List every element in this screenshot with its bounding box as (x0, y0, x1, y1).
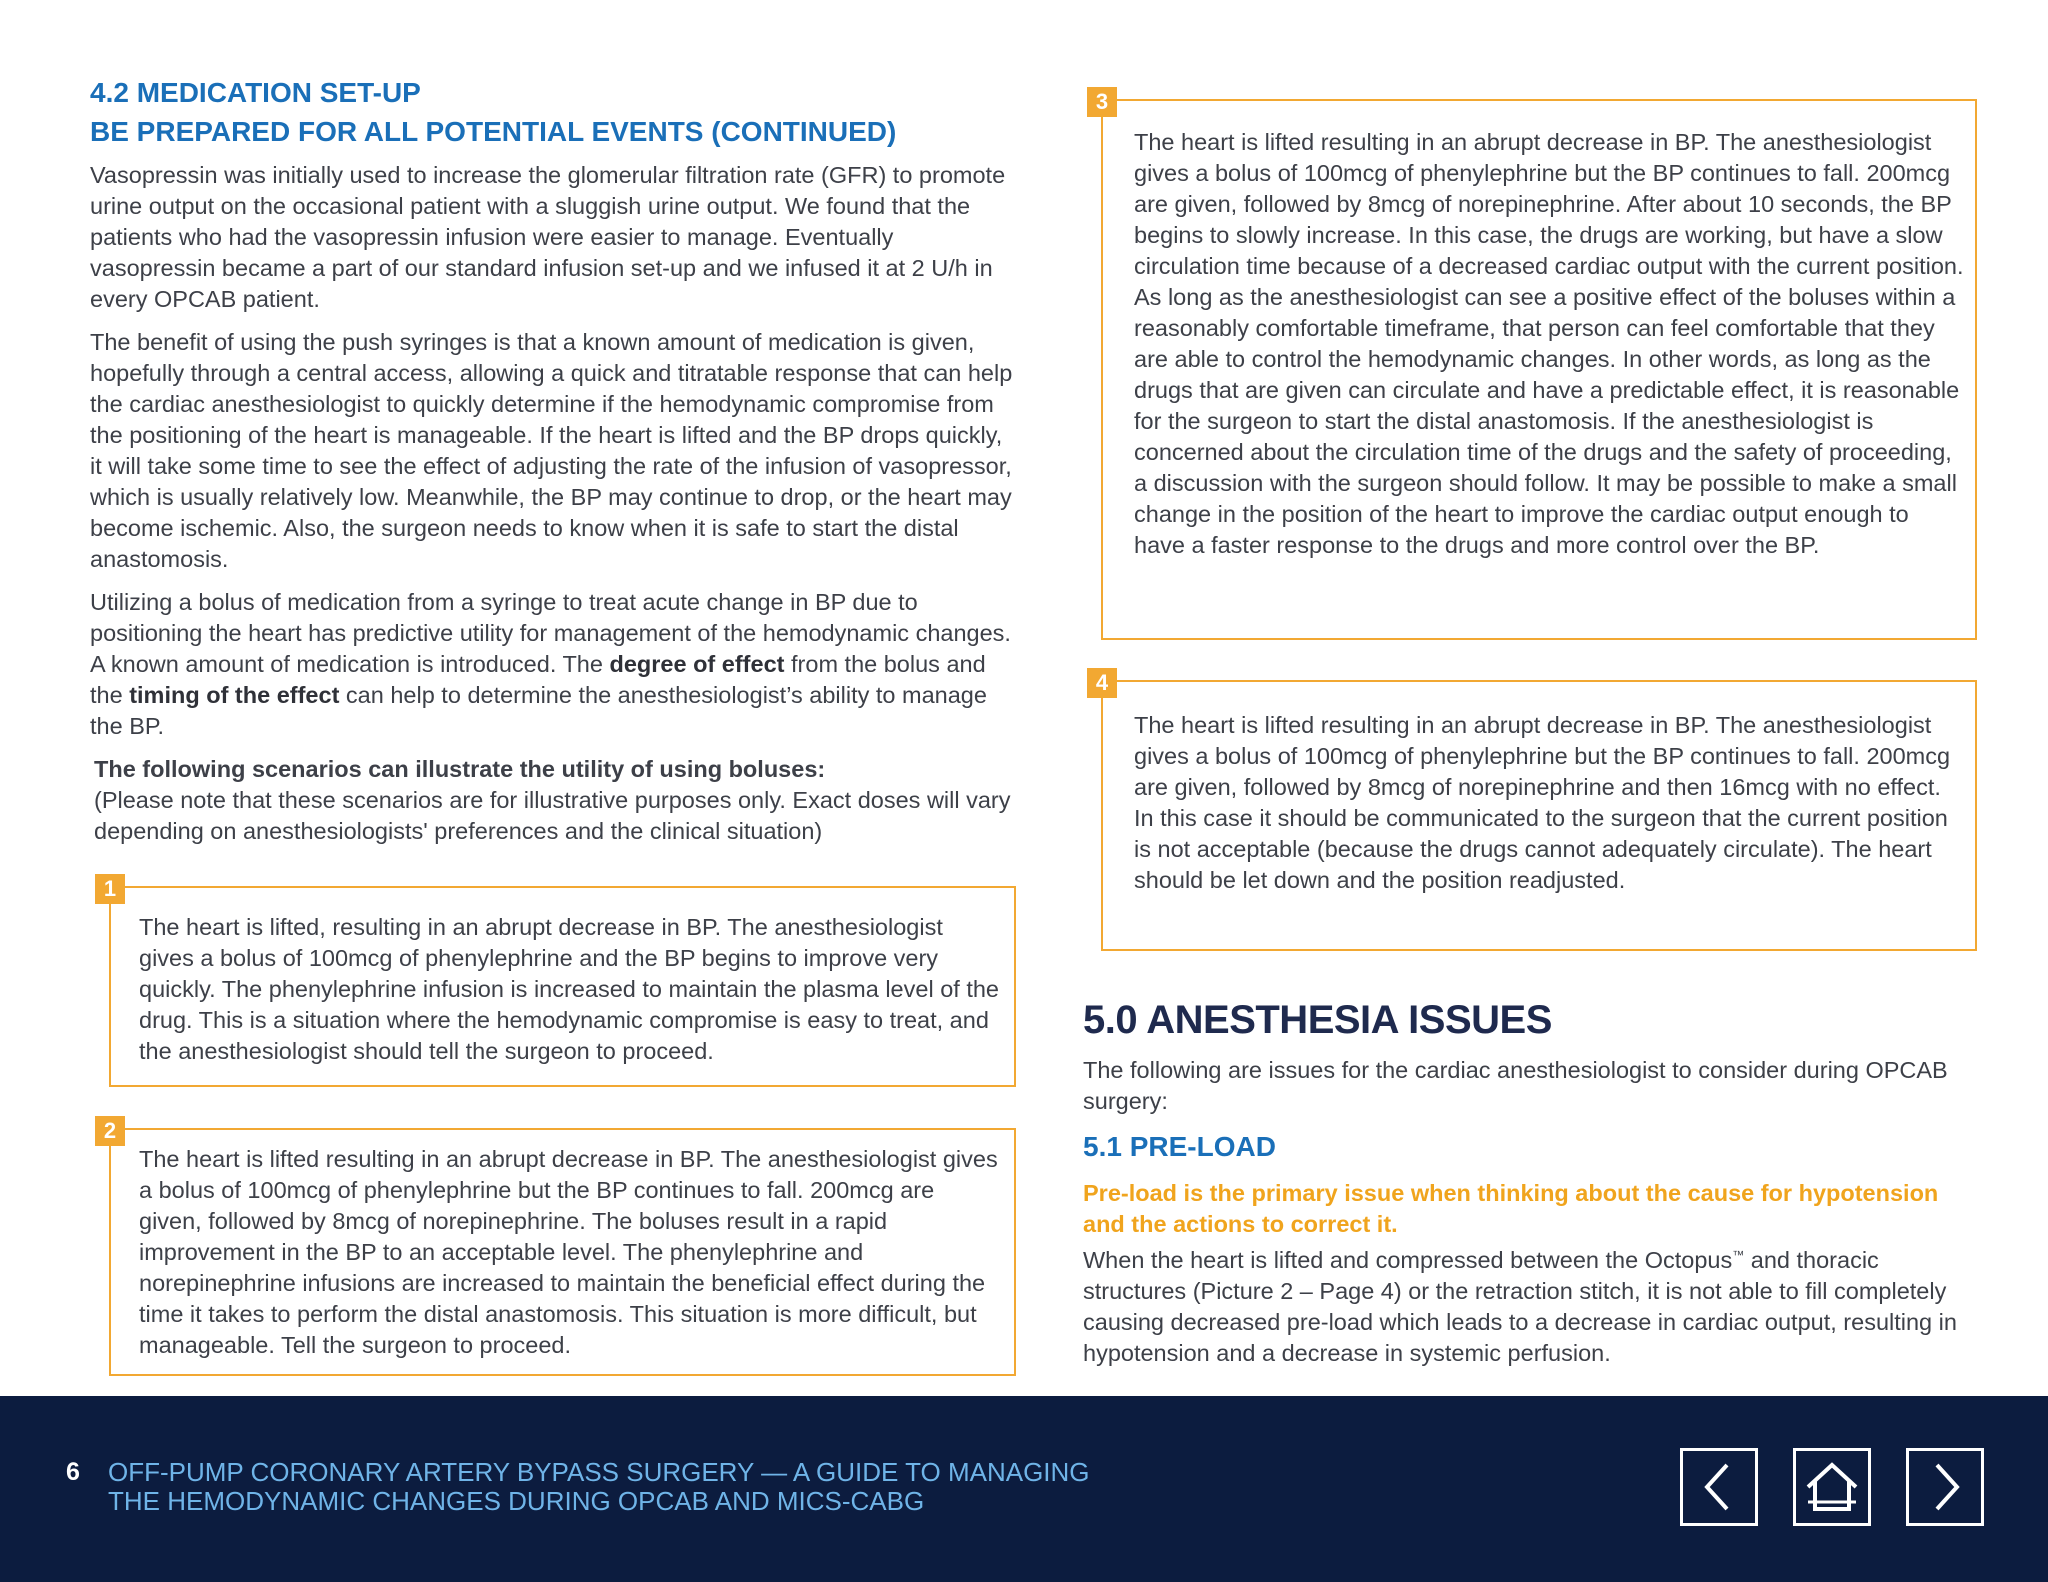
paragraph-push-syringes: The benefit of using the push syringes is that a known amount of medication is given, hopefully through a central access, allowing a quick and titratable response that can help the cardiac anesthesiologist to quickly determine if the hemodynamic compromise from the positioning of the heart is manageable. If the heart is lifted and the BP drops quickly, it will take some time to see the effect of adjusting the rate of the infusion of vasopressor, which is usually relatively low. Meanwhile, the BP may continue to drop, or the heart may become ischemic. Also, the surgeon needs to know when it is safe to start the distal anastomosis. (90, 329, 1013, 572)
bold-degree-of-effect: degree of effect (609, 651, 785, 677)
scenarios-note: (Please note that these scenarios are for illustrative purposes only. Exact doses will vary depending on anesthesiologists' preferences and the clinical situation) (94, 787, 1011, 844)
scenario-text: The heart is lifted, resulting in an abrupt decrease in BP. The anesthesiologist gives a bolus of 100mcg of phenylephrine and the BP begins to improve very quickly. The phenylephrine infusion is increased to maintain the plasma level of the drug. This is a situation where the hemodynamic compromise is easy to treat, and the anesthesiologist should tell the surgeon to proceed. (139, 914, 999, 1064)
chevron-right-icon (1909, 1451, 1981, 1523)
paragraph-vasopressin: Vasopressin was initially used to increase the glomerular filtration rate (GFR) to promote urine output on the occasional patient with a sluggish urine output. We found that the patients who had the vasopressin infusion were easier to manage. Eventually vasopressin became a part of our standard infusion set-up and we infused it at 2 U/h in every OPCAB patient. (90, 162, 1006, 312)
footer-bar (0, 1396, 2048, 1582)
scenario-box-2 (103, 1118, 1016, 1376)
left-column (90, 74, 1020, 847)
next-page-button[interactable] (1906, 1448, 1984, 1526)
paragraph-text: and thoracic structures (Picture 2 – Page 4) or the retraction stitch, it is not able to fill completely causing decreased pre-load which leads to a decrease in cardiac output, resulting in hypotension and a decrease in systemic perfusion. (1083, 1246, 1957, 1366)
chevron-left-icon (1683, 1451, 1755, 1523)
trademark-symbol: ™ (1732, 1248, 1745, 1262)
footer-title (108, 1458, 1208, 1516)
anesthesia-issues-intro: The following are issues for the cardiac anesthesiologist to consider during OPCAB surgery: (1083, 1057, 1948, 1114)
scenario-number: 4 (1087, 668, 1117, 698)
paragraph-text: Utilizing a bolus of medication from a syringe to treat acute change in BP due to positioning the heart has predictive utility for management of the hemodynamic changes. A known amount of medication is introduced. The (90, 589, 1011, 677)
bold-timing-of-effect: timing of the effect (129, 682, 340, 708)
scenario-box-1 (103, 876, 1016, 1087)
scenario-box-3 (1095, 89, 1977, 640)
footer-title-line: OFF-PUMP CORONARY ARTERY BYPASS SURGERY — A GUIDE TO MANAGING (108, 1457, 1090, 1487)
scenario-number: 3 (1087, 87, 1117, 117)
paragraph-text: can help to determine the anesthesiologist’s ability to manage the BP. (90, 682, 987, 739)
home-button[interactable] (1793, 1448, 1871, 1526)
section-title: 4.2 MEDICATION SET-UP (90, 77, 421, 108)
anesthesia-issues-heading: 5.0 ANESTHESIA ISSUES (1083, 998, 1552, 1042)
scenarios-intro: The following scenarios can illustrate the utility of using boluses: (94, 756, 826, 782)
prev-page-button[interactable] (1680, 1448, 1758, 1526)
preload-body (1083, 1240, 1963, 1369)
scenario-number: 2 (95, 1116, 125, 1146)
subheading-title: PRE-LOAD (1121, 1131, 1276, 1162)
scenario-box-4 (1095, 670, 1977, 951)
paragraph-text: When the heart is lifted and compressed between the Octopus (1083, 1246, 1733, 1273)
scenario-text: The heart is lifted resulting in an abrupt decrease in BP. The anesthesiologist gives a bolus of 100mcg of phenylephrine but the BP continues to fall. 200mcg are given, followed by 8mcg of norepinephrine. After about 10 seconds, the BP begins to slowly increase. In this case, the drugs are working, but have a slow circulation time because of a decreased cardiac output with the current position. As long as the anesthesiologist can see a positive effect of the boluses within a reasonably comfortable timeframe, that person can feel comfortable that they are able to control the hemodynamic changes. In other words, as long as the drugs that are given can circulate and have a predictable effect, it is reasonable for the surgeon to start the distal anastomosis. If the anesthesiologist is concerned about the circulation time of the drugs and the safety of proceeding, a discussion with the surgeon should follow. It may be possible to make a small change in the position of the heart to improve the cardiac output enough to have a faster response to the drugs and more control over the BP. (1134, 129, 1964, 558)
home-icon (1796, 1451, 1868, 1523)
paragraph-text: from the bolus and the (90, 651, 986, 708)
preload-highlight: Pre-load is the primary issue when thinking about the cause for hypotension and the actions to correct it. (1083, 1180, 1939, 1237)
page-number: 6 (66, 1458, 80, 1486)
footer-title-line: THE HEMODYNAMIC CHANGES DURING OPCAB AND MICS-CABG (108, 1486, 925, 1516)
scenario-number: 1 (95, 874, 125, 904)
scenario-text: The heart is lifted resulting in an abrupt decrease in BP. The anesthesiologist gives a bolus of 100mcg of phenylephrine but the BP continues to fall. 200mcg are given, followed by 8mcg of norepinephrine and then 16mcg with no effect. In this case it should be communicated to the surgeon that the current position is not acceptable (because the drugs cannot adequately circulate). The heart should be let down and the position readjusted. (1134, 712, 1951, 893)
paragraph-bolus-utility (90, 587, 1020, 742)
subheading-number: 5.1 (1083, 1131, 1122, 1162)
preload-subheading (1083, 1131, 1276, 1163)
scenario-text: The heart is lifted resulting in an abrupt decrease in BP. The anesthesiologist gives a bolus of 100mcg of phenylephrine but the BP continues to fall. 200mcg are given, followed by 8mcg of norepinephrine. The boluses result in a rapid improvement in the BP to an acceptable level. The phenylephrine and norepinephrine infusions are increased to maintain the beneficial effect during the time it takes to perform the distal anastomosis. This situation is more difficult, but manageable. Tell the surgeon to proceed. (139, 1146, 998, 1358)
section-subtitle: BE PREPARED FOR ALL POTENTIAL EVENTS (CONTINUED) (90, 116, 897, 147)
